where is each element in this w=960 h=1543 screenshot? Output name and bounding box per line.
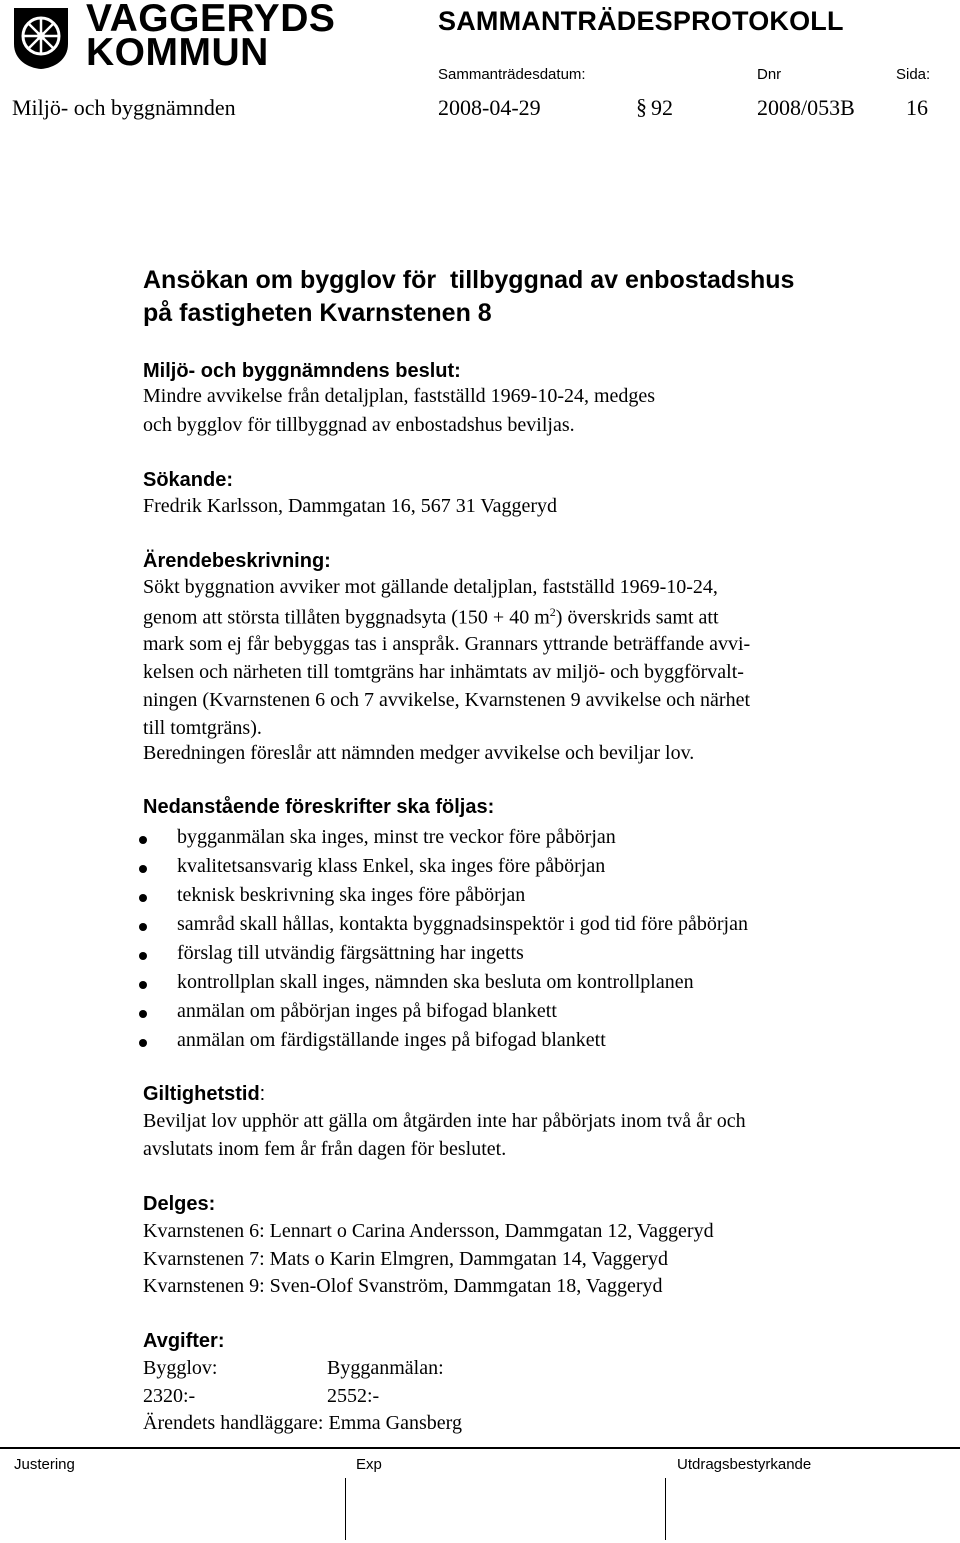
bullet-icon <box>139 923 147 931</box>
section-number: 92 <box>651 95 673 120</box>
description-line: mark som ej får bebyggas tas i anspråk. Grannars yttrande beträffande avvi- <box>143 633 751 655</box>
description-text: genom att största tillåten byggnadsyta (150 + 40 m <box>143 606 550 629</box>
document-type: SAMMANTRÄDESPROTOKOLL <box>438 6 844 36</box>
superscript: 2 <box>549 605 556 619</box>
logo-line-2: KOMMUN <box>86 31 269 74</box>
description-line <box>143 605 719 630</box>
page-number: 16 <box>906 95 928 120</box>
board-name: Miljö- och byggnämnden <box>12 95 236 120</box>
municipality-logo-text <box>86 0 336 74</box>
distribution-line: Kvarnstenen 7: Mats o Karin Elmgren, Dammgatan 14, Vaggeryd <box>143 1248 669 1270</box>
signature-divider <box>665 1478 666 1540</box>
fee-label-bygganmalan: Bygganmälan: <box>327 1357 444 1379</box>
description-line: kelsen och närheten till tomtgräns har inhämtats av miljö- och byggförvalt- <box>143 661 744 683</box>
case-handler: Ärendets handläggare: Emma Gansberg <box>143 1412 462 1434</box>
bullet-icon <box>139 952 147 960</box>
meeting-date: 2008-04-29 <box>438 95 541 120</box>
dnr-value: 2008/053B <box>757 95 855 120</box>
description-text: ) överskrids samt att <box>555 606 719 629</box>
applicant-heading: Sökande: <box>143 469 234 491</box>
validity-line: avslutats inom fem år från dagen för beslutet. <box>143 1138 507 1160</box>
fee-label-bygglov: Bygglov: <box>143 1357 218 1379</box>
validity-line: Beviljat lov upphör att gälla om åtgärden inte har påbörjats inom två år och <box>143 1110 746 1132</box>
decision-heading: Miljö- och byggnämndens beslut: <box>143 360 461 382</box>
footer-exp: Exp <box>356 1456 382 1473</box>
decision-line: och bygglov för tillbyggnad av enbostadshus beviljas. <box>143 414 575 436</box>
regulations-heading: Nedanstående föreskrifter ska följas: <box>143 796 495 818</box>
fee-value-bygganmalan: 2552:- <box>327 1385 380 1407</box>
section-sign: § <box>636 94 647 119</box>
case-title-line-1: Ansökan om bygglov för tillbyggnad av enbostadshus <box>143 266 795 294</box>
fees-heading: Avgifter: <box>143 1330 225 1352</box>
bullet-icon <box>139 894 147 902</box>
description-line: ningen (Kvarnstenen 6 och 7 avvikelse, Kvarnstenen 9 avvikelse och närhet <box>143 689 751 711</box>
footer-utdragsbestyrkande: Utdragsbestyrkande <box>677 1456 812 1473</box>
bullet-icon <box>139 981 147 989</box>
description-line: Beredningen föreslår att nämnden medger avvikelse och beviljar lov. <box>143 742 695 764</box>
page-label: Sida: <box>896 66 931 83</box>
signature-divider <box>345 1478 346 1540</box>
bullet-icon <box>139 836 147 844</box>
applicant-text: Fredrik Karlsson, Dammgatan 16, 567 31 Vaggeryd <box>143 495 558 517</box>
bullet-icon <box>139 865 147 873</box>
validity-heading: Giltighetstid: <box>143 1083 266 1105</box>
description-line: till tomtgräns). <box>143 717 262 739</box>
distribution-heading: Delges: <box>143 1193 216 1215</box>
footer-divider <box>0 1447 960 1449</box>
municipality-emblem-icon <box>12 6 70 70</box>
dnr-label: Dnr <box>757 66 782 83</box>
bullet-icon <box>139 1010 147 1018</box>
case-title-line-2: på fastigheten Kvarnstenen 8 <box>143 299 492 327</box>
meeting-date-label: Sammanträdesdatum: <box>438 66 586 83</box>
distribution-line: Kvarnstenen 9: Sven-Olof Svanström, Dammgatan 18, Vaggeryd <box>143 1275 663 1297</box>
decision-line: Mindre avvikelse från detaljplan, fastställd 1969-10-24, medges <box>143 385 656 407</box>
description-line: Sökt byggnation avviker mot gällande detaljplan, fastställd 1969-10-24, <box>143 576 718 598</box>
fee-value-bygglov: 2320:- <box>143 1385 196 1407</box>
logo-line-1: VAGGERYDS <box>86 0 336 40</box>
footer-justering: Justering <box>14 1456 75 1473</box>
description-heading: Ärendebeskrivning: <box>143 550 331 572</box>
distribution-line: Kvarnstenen 6: Lennart o Carina Andersson, Dammgatan 12, Vaggeryd <box>143 1220 714 1242</box>
bullet-icon <box>139 1039 147 1047</box>
